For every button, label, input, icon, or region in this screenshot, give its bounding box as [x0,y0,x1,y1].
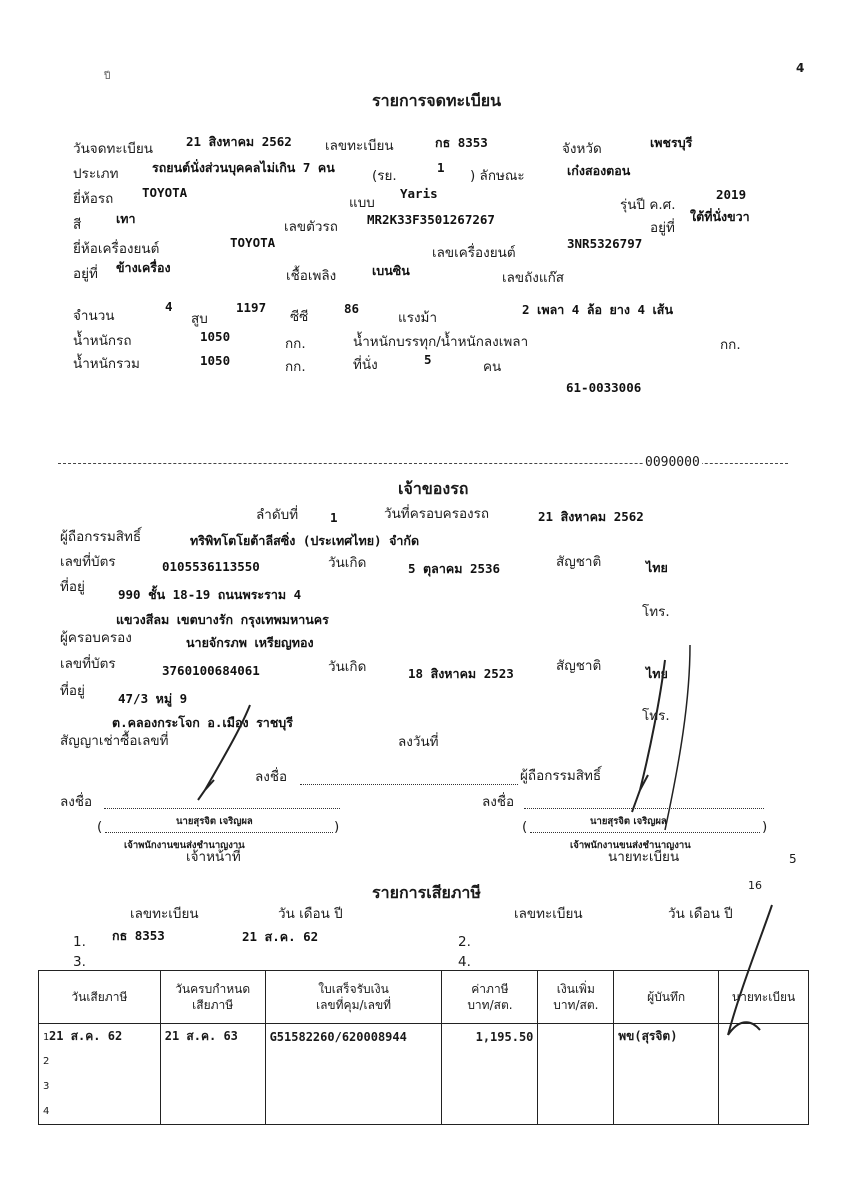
gross-unit: กก. [285,359,306,375]
possessor-nat-value: ไทย [646,666,668,681]
possessor-birth-value: 18 สิงหาคม 2523 [408,666,514,681]
seats-label: ที่นั่ง [353,357,378,373]
holder-nat-value: ไทย [646,560,668,575]
model-value: Yaris [400,186,438,201]
holder-birth-label: วันเกิด [328,555,367,571]
corner-mark: ปี [104,71,111,82]
load-label: น้ำหนักบรรทุก/น้ำหนักลงเพลา [353,334,529,350]
possessor-id-label: เลขที่บัตร [60,656,116,672]
cell-paid: 3 [39,1074,161,1099]
hp-label: แรงม้า [398,310,438,326]
possessor-addr-2: ต.คลองกระโจก อ.เมือง ราชบุรี [112,715,293,730]
chassis-loc-value: ใต้ที่นั่งขวา [690,209,750,224]
year-label: รุ่นปี ค.ศ. [620,197,676,213]
holder-id-label: เลขที่บัตร [60,554,116,570]
officer-name: นายสุรจิต เจริญผล [176,816,253,827]
holder-addr-label: ที่อยู่ [60,579,85,595]
weight-label: น้ำหนักรถ [73,333,132,349]
cell-recorder: พข(สุรจิต) [614,1024,719,1050]
province-label: จังหวัด [562,141,602,157]
gas-tank-label: เลขถังแก๊ส [502,270,564,286]
officer-position: เจ้าพนักงานขนส่งชำนาญงาน [124,840,245,851]
registrar-paren-open: ( [522,819,528,835]
col-header-receipt: ใบเสร็จรับเงิน เลขที่คุม/เลขที่ [265,971,442,1024]
cell-paid: 121 ส.ค. 62 [39,1024,161,1050]
engine-no-value: 3NR5326797 [567,236,643,251]
type-label: ประเภท [73,166,119,182]
cell-receipt: G51582260/620008944 [265,1024,442,1050]
seats-unit: คน [483,359,502,375]
tax-title: รายการเสียภาษี [372,883,481,902]
count-label: จำนวน [73,308,115,324]
seq-value: 1 [330,510,338,525]
holder-tel-label: โทร. [642,604,670,620]
cell-due: 21 ส.ค. 63 [160,1024,265,1050]
tax-plate-right-label: เลขทะเบียน [514,906,583,922]
page-number: 4 [796,61,805,75]
fuel-label: เชื้อเพลิง [286,268,337,284]
possessor-nat-label: สัญชาติ [556,658,602,674]
possess-date-value: 21 สิงหาคม 2562 [538,509,644,524]
col-header-extra: เงินเพิ่ม บาท/สต. [538,971,614,1024]
chassis-loc-label: อยู่ที่ [650,220,675,236]
province-value: เพชรบุรี [650,135,693,150]
weight-value: 1050 [200,329,231,344]
cell-paid: 2 [39,1049,161,1074]
holder-value: ทริพิทโตโยต้าลีสซิ่ง (ประเทศไทย) จำกัด [190,533,420,548]
possessor-value: นายจักรภพ เหรียญทอง [186,635,314,650]
body-style-label: ) ลักษณะ [470,168,525,184]
registrar-paren-close: ) [762,819,768,835]
type-value: รถยนต์นั่งส่วนบุคคลไม่เกิน 7 คน [152,160,335,175]
section-number: 5 [789,852,797,866]
col-header-registrar: นายทะเบียน [719,971,809,1024]
brand-label: ยี่ห้อรถ [73,191,114,207]
registrar-sign-label: ลงชื่อ [482,794,515,810]
tax-entry-2-no: 2. [458,934,471,950]
holder-addr-2: แขวงสีลม เขตบางรัก กรุงเทพมหานคร [116,612,329,627]
model-label: แบบ [349,195,375,211]
cc-value: 1197 [236,300,267,315]
holder-addr-1: 990 ชั้น 18-19 ถนนพระราม 4 [118,587,302,602]
tax-plate-left-label: เลขทะเบียน [130,906,199,922]
year-value: 2019 [716,187,747,202]
possess-date-label: วันที่ครอบครองรถ [384,506,490,522]
col-header-due: วันครบกำหนด เสียภาษี [160,971,265,1024]
cylinders-label: สูบ [191,311,208,327]
cc-label: ซีซี [290,309,309,325]
signature-stroke [728,905,772,1035]
color-label: สี [73,217,82,233]
officer-caption: เจ้าหน้าที่ [186,849,241,865]
chassis-label: เลขตัวรถ [284,219,338,235]
cell-paid: 4 [39,1099,161,1125]
hp-value: 86 [344,301,360,316]
holder-birth-value: 5 ตุลาคม 2536 [408,561,501,576]
engine-no-label: เลขเครื่องยนต์ [432,245,516,261]
owner-title: เจ้าของรถ [398,479,469,498]
officer-paren-open: ( [97,819,103,835]
tax-entry-4-no: 4. [458,954,471,970]
registration-title: รายการจดทะเบียน [372,91,502,110]
ry-value: 1 [437,160,445,175]
doc-code: 61-0033006 [566,380,642,395]
engine-loc-label: อยู่ที่ [73,266,98,282]
registrar-name: นายสุรจิต เจริญผล [590,816,667,827]
contract-date-label: ลงวันที่ [398,734,439,750]
plate-label: เลขทะเบียน [325,138,394,154]
holder-sign-label: ลงชื่อ [255,769,288,785]
possessor-addr-1: 47/3 หมู่ 9 [118,691,188,706]
seats-value: 5 [424,352,432,367]
tax-entry-3-no: 3. [73,954,86,970]
separator-stamp: 0090000 [645,455,700,470]
tax-date-right-label: วัน เดือน ปี [668,906,733,922]
signature-stroke [198,705,250,800]
ry-label: (รย. [372,168,397,184]
holder-label: ผู้ถือกรรมสิทธิ์ [60,529,142,545]
brand-value: TOYOTA [142,185,188,200]
registrar-caption: นายทะเบียน [608,849,680,865]
holder-id-value: 0105536113550 [162,559,260,574]
possessor-tel-label: โทร. [642,708,670,724]
holder-sign-caption: ผู้ถือกรรมสิทธิ์ [520,768,602,784]
contract-label: สัญญาเช่าซื้อเลขที่ [60,733,169,749]
possessor-label: ผู้ครอบครอง [60,630,132,646]
reg-date-value: 21 สิงหาคม 2562 [186,134,292,149]
chassis-value: MR2K33F3501267267 [367,212,495,227]
col-header-recorder: ผู้บันทึก [614,971,719,1024]
tax-entry-1-plate: กธ 8353 [112,928,165,943]
col-header-paid: วันเสียภาษี [39,971,161,1024]
registrar-position: เจ้าพนักงานขนส่งชำนาญงาน [570,840,691,851]
gross-label: น้ำหนักรวม [73,356,140,372]
weight-unit: กก. [285,336,306,352]
engine-brand-label: ยี่ห้อเครื่องยนต์ [73,241,160,257]
axles-value: 2 เพลา 4 ล้อ ยาง 4 เส้น [522,302,673,317]
holder-nat-label: สัญชาติ [556,554,602,570]
tax-date-left-label: วัน เดือน ปี [278,906,343,922]
cell-tax: 1,195.50 [442,1024,538,1050]
officer-sign-label: ลงชื่อ [60,794,93,810]
plate-value: กธ 8353 [435,135,488,150]
signature-stroke [665,645,690,830]
engine-loc-value: ข้างเครื่อง [116,260,171,275]
seq-label: ลำดับที่ [256,507,299,523]
possessor-id-value: 3760100684061 [162,663,260,678]
officer-paren-close: ) [334,819,340,835]
engine-brand-value: TOYOTA [230,235,276,250]
possessor-addr-label: ที่อยู่ [60,683,85,699]
col-header-tax: ค่าภาษี บาท/สต. [442,971,538,1024]
color-value: เทา [116,211,136,226]
tax-entry-1-date: 21 ส.ค. 62 [242,929,319,944]
body-style-value: เก๋งสองตอน [567,163,631,178]
cylinders-value: 4 [165,299,173,314]
fuel-value: เบนซิน [372,263,410,278]
reg-date-label: วันจดทะเบียน [73,141,153,157]
possessor-birth-label: วันเกิด [328,659,367,675]
tax-entry-1-no: 1. [73,934,86,950]
gross-value: 1050 [200,353,231,368]
page-number-2: 16 [748,879,762,892]
signature-stroke [632,660,665,812]
load-unit: กก. [720,337,741,353]
